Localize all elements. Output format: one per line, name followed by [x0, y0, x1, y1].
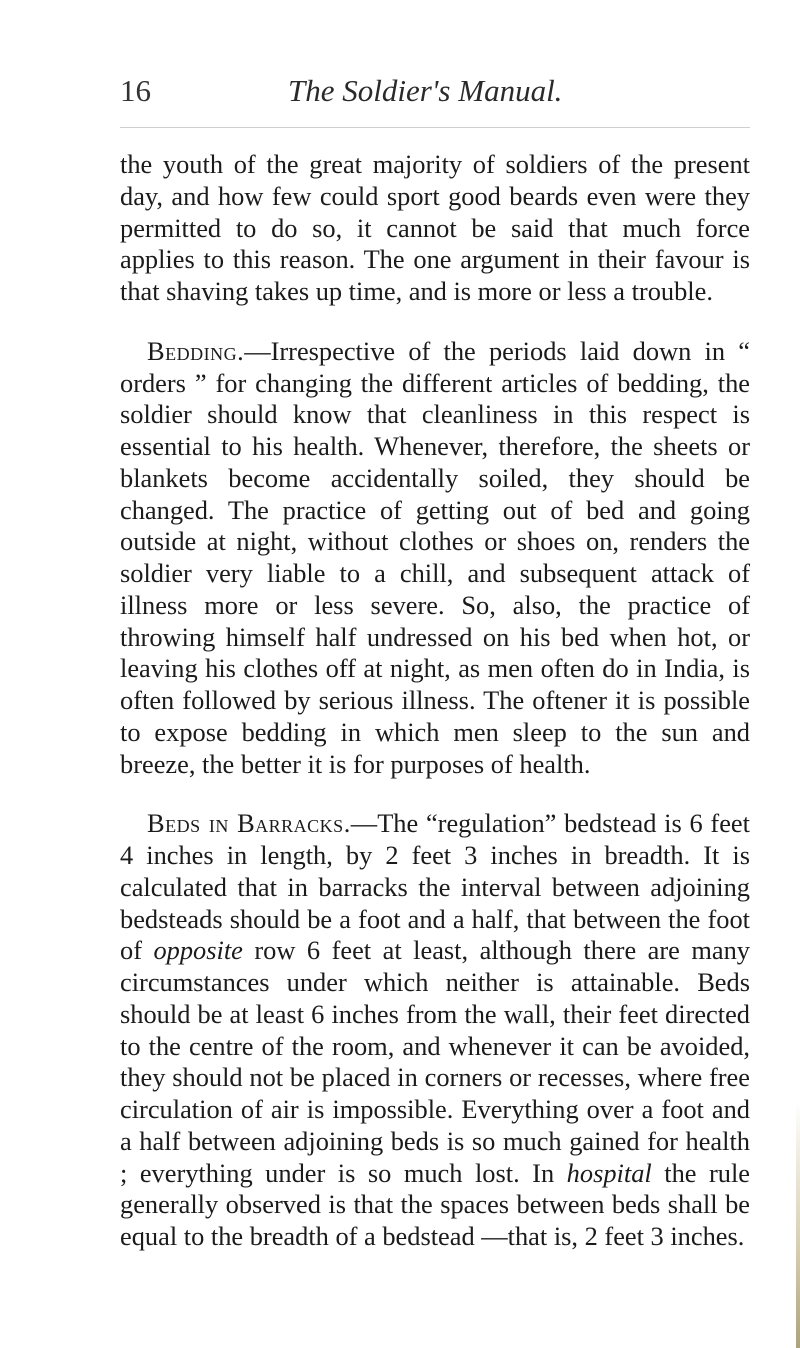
paragraph-text: the rule generally observed is that the spaces between beds shall be equal to the breadth of a bedstead —that is, 2 feet 3 inches. [120, 1157, 750, 1251]
section-heading-bedding: Bedding. [147, 335, 245, 366]
page-number: 16 [120, 73, 151, 108]
paragraph-text: row 6 feet at least, although there are many circumstances under which neither is attainable. Beds should be at least 6 inches from the wall, their feet directed to the centre of the room, and whenever it can be avoided, they should not be placed in corners or recesses, where free circulation of air is impossible. Everything over a foot and a half between adjoining beds is so much gained for health ; everything under is so much lost. In [120, 935, 750, 1188]
page-edge-shadow [796, 1100, 800, 1348]
italic-emphasis: opposite [153, 935, 243, 966]
body-text [120, 149, 750, 1253]
paragraph-beds-in-barracks [120, 808, 750, 1253]
paragraph-text: the youth of the great majority of soldiers of the present day, and how few could sport good beards even were they permitted to do so, it cannot be said that much force applies to this reason. The one argument in their favour is that shaving takes up time, and is more or less a trouble. [120, 149, 750, 306]
section-heading-beds-in-barracks: Beds in Barracks. [147, 808, 351, 839]
header-rule [120, 127, 750, 128]
paragraph-shaving [120, 149, 750, 308]
paragraph-text: —The “regulation” bedstead is 6 feet 4 inches in length, by 2 feet 3 inches in breadth. It is calculated that in barracks the interval between adjoining bedsteads should be a foot and a half, that between the foot of [120, 808, 750, 966]
paragraph-text: —Irrespective of the periods laid down in “ orders ” for changing the different articles of bedding, the soldier should know that cleanliness in this respect is essential to his health. Whenever, therefore, the sheets or blankets become accidentally soiled, they should be changed. The practice of getting out of bed and going outside at night, without clothes or shoes on, renders the soldier very liable to a chill, and subsequent attack of illness more or less severe. So, also, the practice of throwing himself half undressed on his bed when hot, or leaving his clothes off at night, as men often do in India, is often followed by serious illness. The oftener it is possible to expose bedding in which men sleep to the sun and breeze, the better it is for purposes of health. [120, 335, 750, 779]
paragraph-bedding [120, 336, 750, 781]
running-title: The Soldier's Manual. [288, 73, 563, 108]
italic-emphasis: hospital [566, 1157, 652, 1188]
page-header [120, 74, 750, 114]
